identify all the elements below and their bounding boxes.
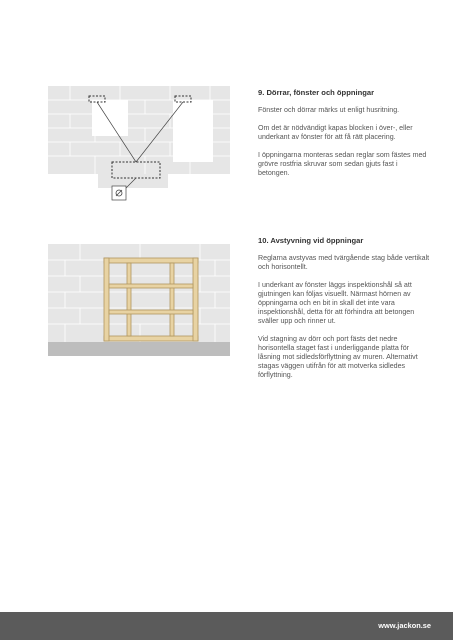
section-paragraph: Om det är nödvändigt kapas blocken i över-, eller underkant av fönster för att få rätt placering. (258, 124, 413, 141)
footer-bar (0, 612, 453, 640)
section-paragraph: I underkant av fönster läggs inspektionshål så att gjutningen kan följas visuellt. Närmast hörnen av öppningarna och en bit in skall det inte vara inspektionshål, detta för att förhindra att betongen sväller upp och rinner ut. (258, 281, 415, 325)
section-bracing (258, 236, 430, 389)
website-link[interactable]: www.jackon.se (378, 621, 431, 630)
section-heading: 9. Dörrar, fönster och öppningar (258, 88, 375, 97)
section-heading: 10. Avstyvning vid öppningar (258, 236, 364, 245)
section-paragraph: Reglarna avstyvas med tvärgående stag både vertikalt och horisontellt. (258, 254, 430, 271)
section-paragraph: Fönster och dörrar märks ut enligt husritning. (258, 106, 400, 114)
section-doors-windows (258, 88, 430, 187)
section-paragraph: I öppningarna monteras sedan reglar som fästes med grövre rostfria skruvar som sedan gjuts fast i betongen. (258, 151, 427, 177)
bracing-diagram (40, 238, 240, 378)
section-paragraph: Vid stagning av dörr och port fästs det nedre horisontella staget fast i underliggande platta för låsning mot sidledsförflyttning av muren. Alternativt stagas väggen utifrån för att motverka sidledes förflyttning. (258, 335, 418, 379)
openings-diagram (40, 80, 240, 210)
